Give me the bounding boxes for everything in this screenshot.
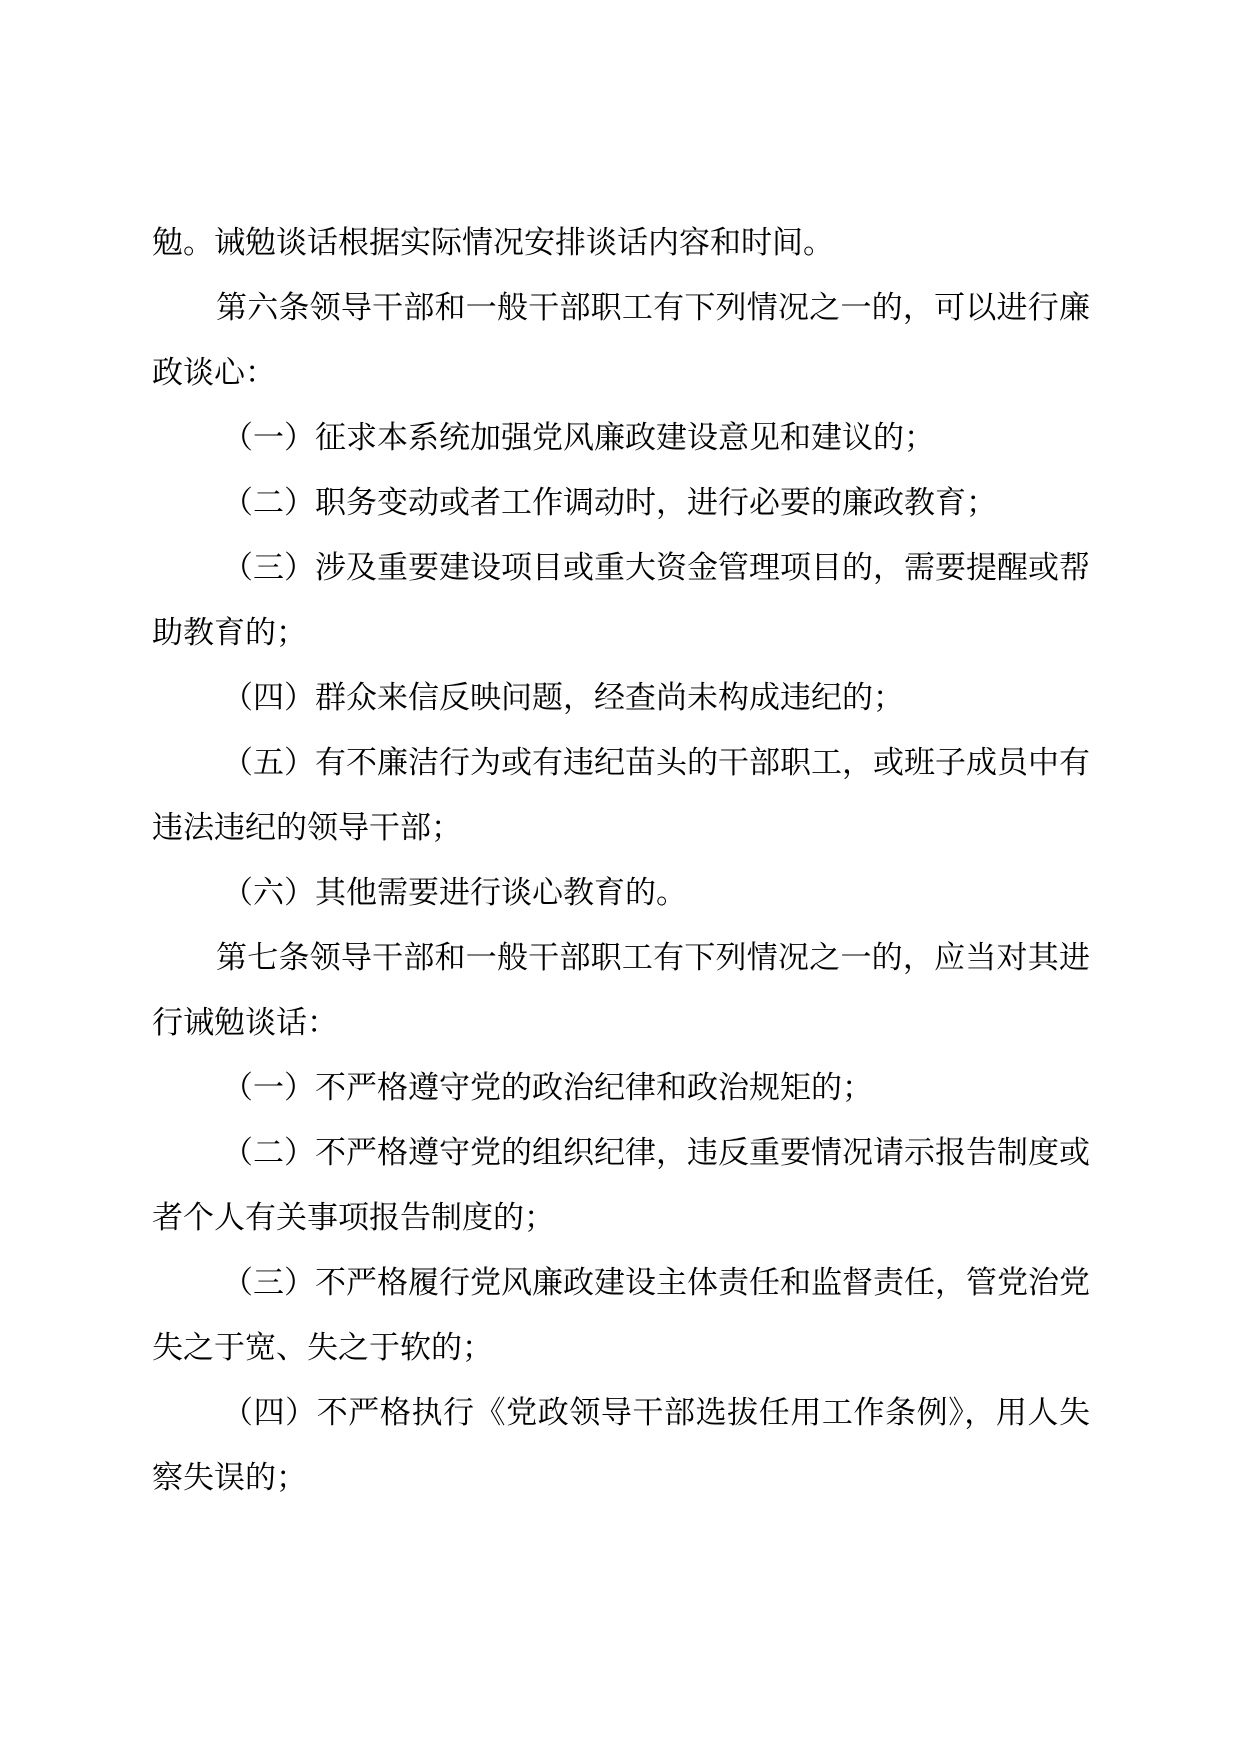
article-7-clause-4: （四）不严格执行《党政领导干部选拔任用工作条例》，用人失察失误的； — [152, 1395, 1090, 1496]
article-6-clause-1: （一）征求本系统加强党风廉政建设意见和建议的； — [222, 420, 935, 456]
article-7-clause-3: （三）不严格履行党风廉政建设主体责任和监督责任，管党治党失之于宽、失之于软的； — [152, 1265, 1090, 1366]
document-body — [152, 211, 1090, 1511]
article-6-clause-2: （二）职务变动或者工作调动时，进行必要的廉政教育； — [222, 485, 997, 521]
paragraph-continuation: 勉。诫勉谈话根据实际情况安排谈话内容和时间。 — [152, 225, 834, 261]
article-7-heading: 第七条领导干部和一般干部职工有下列情况之一的，应当对其进行诫勉谈话： — [152, 940, 1090, 1041]
article-7-clause-1: （一）不严格遵守党的政治纪律和政治规矩的； — [222, 1070, 873, 1106]
article-6-clause-3: （三）涉及重要建设项目或重大资金管理项目的，需要提醒或帮助教育的； — [152, 550, 1090, 651]
article-7-clause-2: （二）不严格遵守党的组织纪律，违反重要情况请示报告制度或者个人有关事项报告制度的； — [152, 1135, 1090, 1236]
article-6-clause-6: （六）其他需要进行谈心教育的。 — [222, 875, 687, 911]
article-6-heading: 第六条领导干部和一般干部职工有下列情况之一的，可以进行廉政谈心： — [152, 290, 1090, 391]
article-6-clause-4: （四）群众来信反映问题，经查尚未构成违纪的； — [222, 680, 904, 716]
article-6-clause-5: （五）有不廉洁行为或有违纪苗头的干部职工，或班子成员中有违法违纪的领导干部； — [152, 745, 1090, 846]
